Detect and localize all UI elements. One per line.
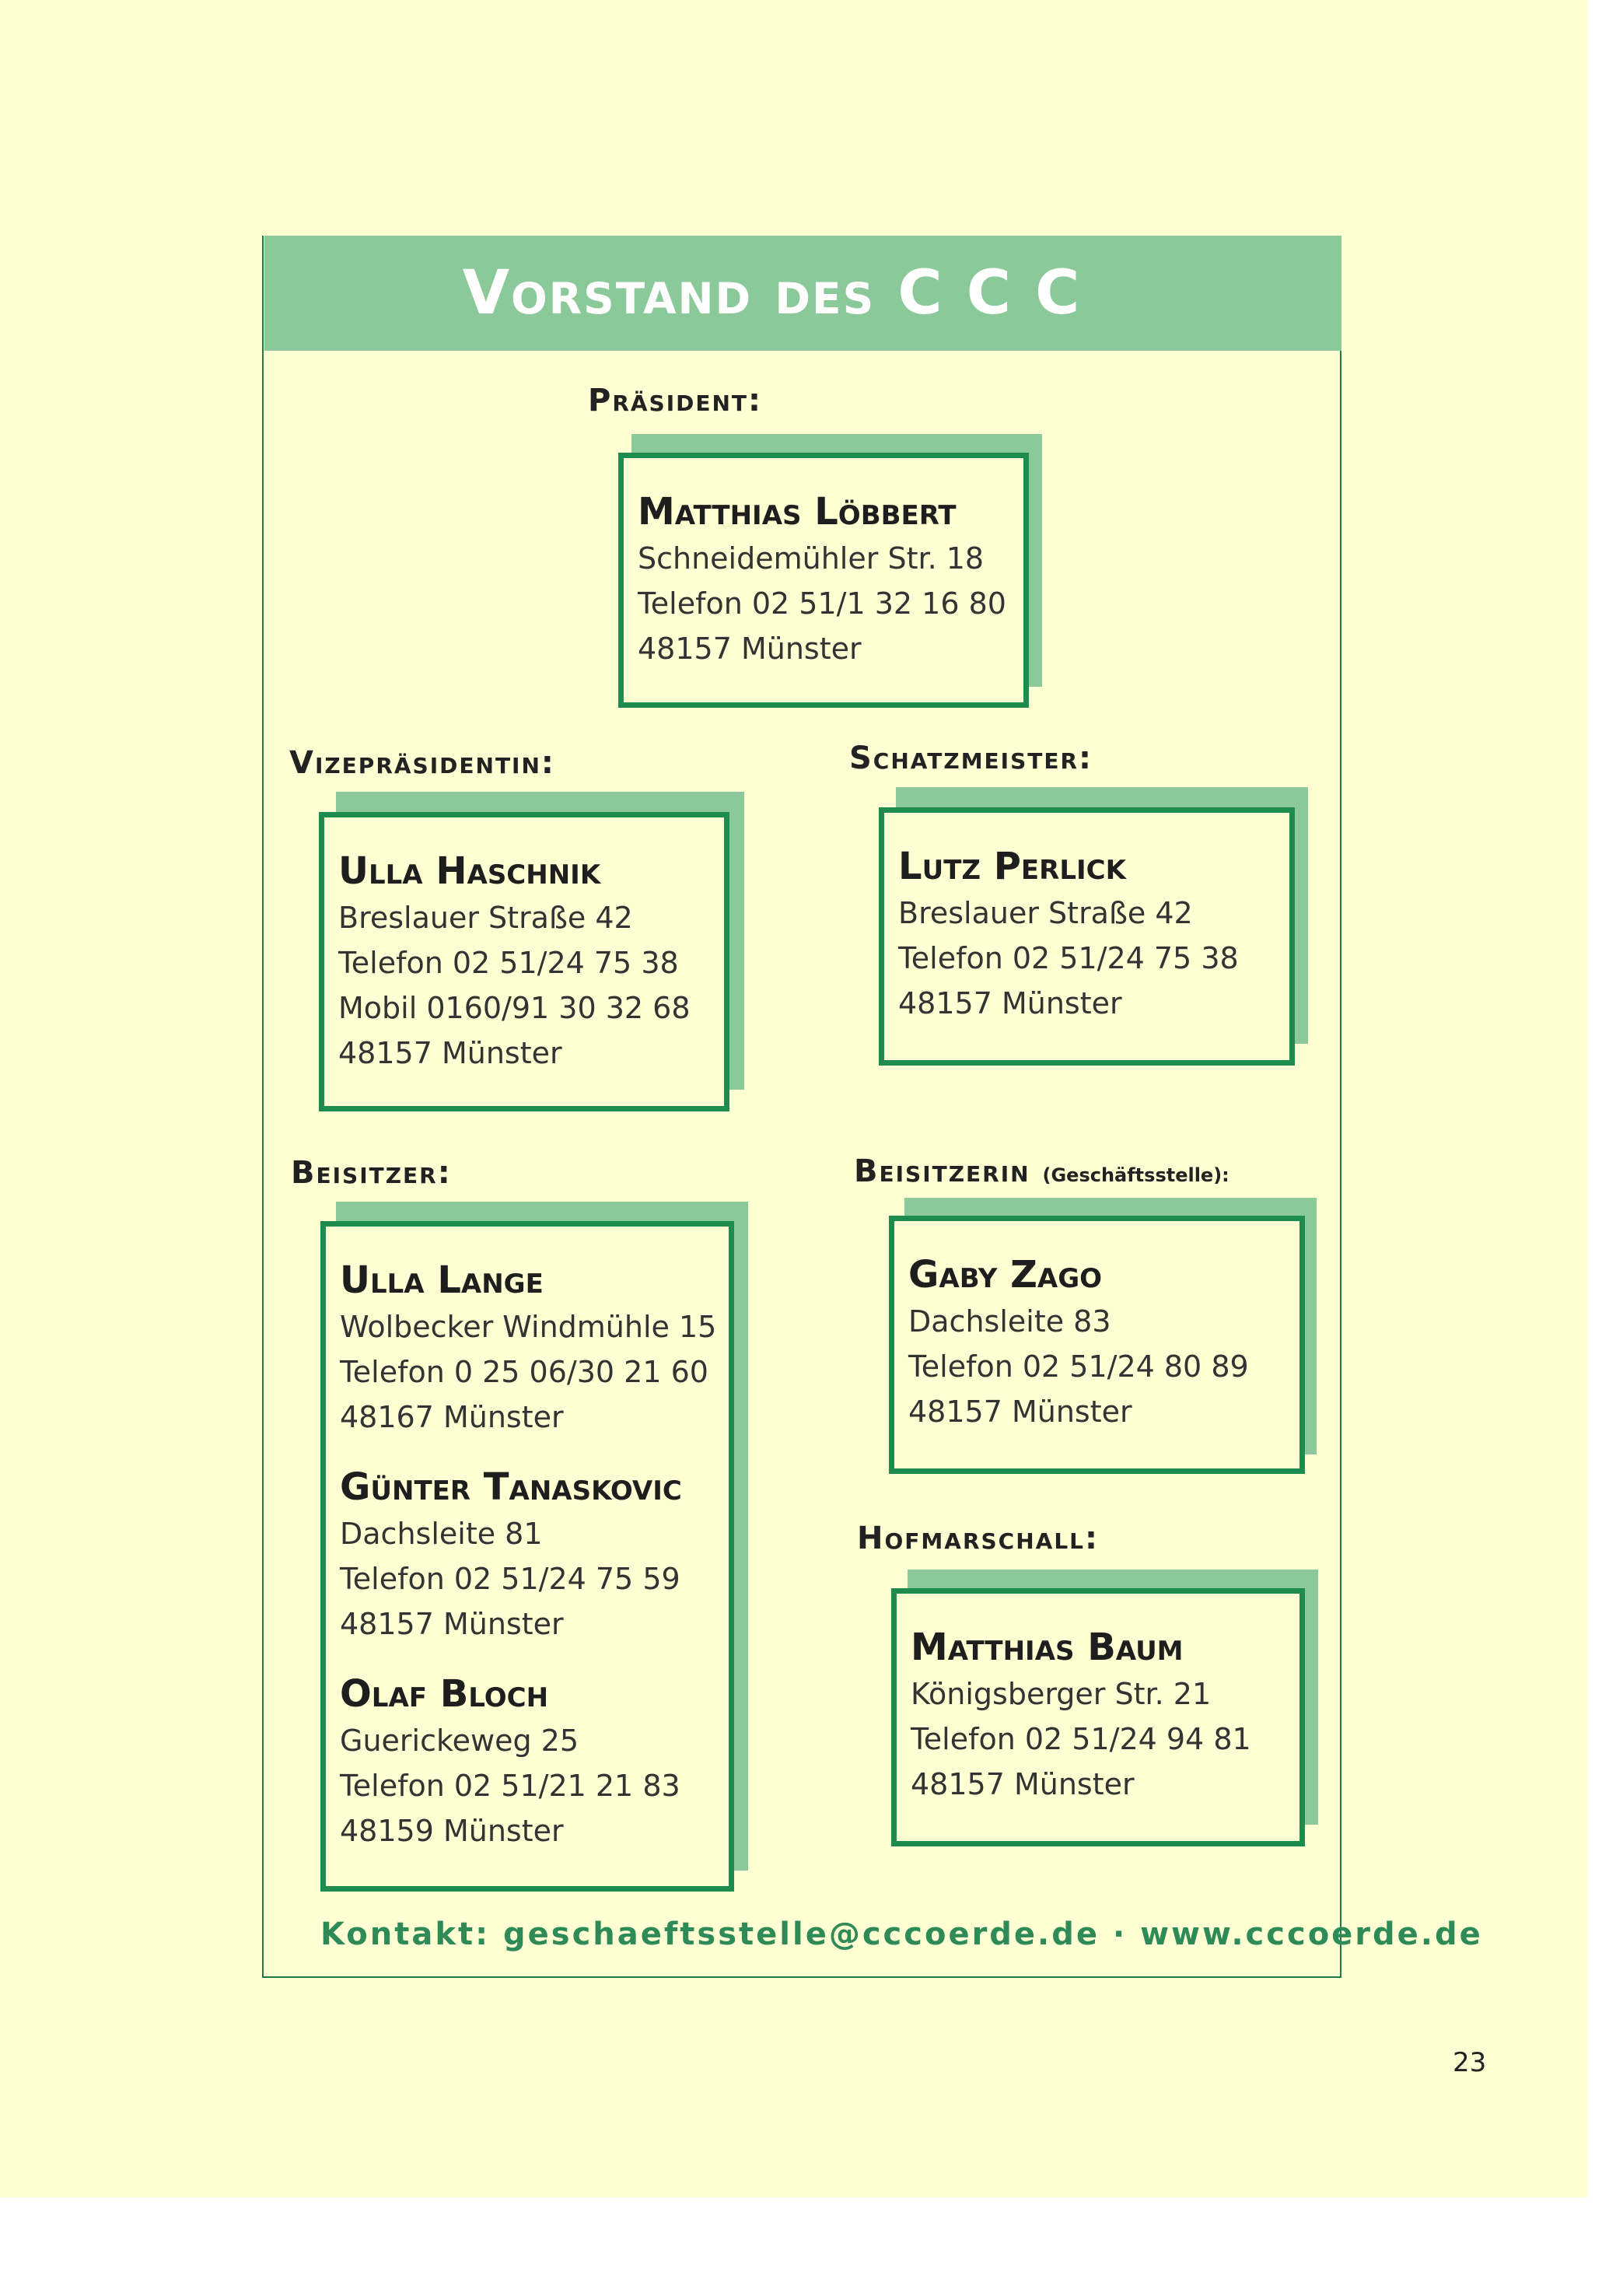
member-phone: Telefon 02 51/24 75 59 (340, 1562, 680, 1596)
member-city: 48157 Münster (911, 1767, 1135, 1801)
member-city: 48159 Münster (340, 1814, 564, 1848)
role-label-treasurer: Schatzmeister: (849, 740, 1093, 776)
contact-line: Kontakt: geschaeftsstelle@cccoerde.de · www.cccoerde.de (320, 1916, 1483, 1952)
member-city: 48157 Münster (340, 1607, 564, 1641)
member-street: Breslauer Straße 42 (338, 901, 633, 935)
page-number: 23 (1453, 2047, 1487, 2078)
member-street: Dachsleite 81 (340, 1517, 543, 1551)
member-phone: Telefon 0 25 06/30 21 60 (340, 1355, 708, 1389)
role-label-court-marshal: Hofmarschall: (857, 1521, 1099, 1556)
member-name: Lutz Perlick (898, 845, 1126, 888)
member-name: Gaby Zago (908, 1253, 1103, 1297)
role-label-assessors: Beisitzer: (291, 1155, 452, 1191)
page-title: Vorstand des C C C (462, 258, 1082, 328)
member-phone: Telefon 02 51/24 75 38 (898, 941, 1239, 975)
role-label-president: Präsident: (588, 383, 763, 418)
member-city: 48157 Münster (908, 1395, 1132, 1429)
member-street: Guerickeweg 25 (340, 1724, 579, 1758)
member-street: Wolbecker Windmühle 15 (340, 1310, 717, 1344)
role-label-vice-president: Vizepräsidentin: (289, 745, 555, 781)
card-president (618, 453, 1029, 708)
member-phone: Telefon 02 51/21 21 83 (340, 1769, 680, 1803)
member-phone: Telefon 02 51/24 75 38 (338, 946, 679, 980)
member-street: Dachsleite 83 (908, 1304, 1111, 1339)
member-street: Schneidemühler Str. 18 (638, 541, 985, 576)
role-label-note: (Geschäftsstelle): (1042, 1164, 1229, 1186)
card-vice-president (319, 812, 729, 1111)
member-name: Matthias Löbbert (638, 490, 957, 534)
card-court-marshal (891, 1588, 1305, 1846)
member-street: Königsberger Str. 21 (911, 1677, 1212, 1711)
member-phone: Telefon 02 51/24 94 81 (911, 1722, 1251, 1756)
member-name: Günter Tanaskovic (340, 1465, 682, 1509)
card-assessors (320, 1221, 734, 1892)
member-city: 48157 Münster (898, 986, 1122, 1020)
member-name: Ulla Lange (340, 1258, 544, 1302)
member-mobile: Mobil 0160/91 30 32 68 (338, 991, 691, 1025)
member-name: Ulla Haschnik (338, 849, 601, 893)
role-label-text: Beisitzerin (854, 1153, 1030, 1189)
title-banner (264, 236, 1341, 351)
member-street: Breslauer Straße 42 (898, 896, 1193, 930)
card-treasurer (879, 807, 1295, 1066)
role-label-office-assessor (854, 1153, 1229, 1189)
member-phone: Telefon 02 51/1 32 16 80 (638, 586, 1006, 621)
member-name: Olaf Bloch (340, 1672, 549, 1716)
member-city: 48157 Münster (338, 1036, 562, 1070)
member-city: 48157 Münster (638, 632, 862, 666)
member-phone: Telefon 02 51/24 80 89 (908, 1349, 1249, 1384)
member-city: 48167 Münster (340, 1400, 564, 1434)
member-name: Matthias Baum (911, 1626, 1184, 1669)
card-office-assessor (889, 1216, 1305, 1474)
